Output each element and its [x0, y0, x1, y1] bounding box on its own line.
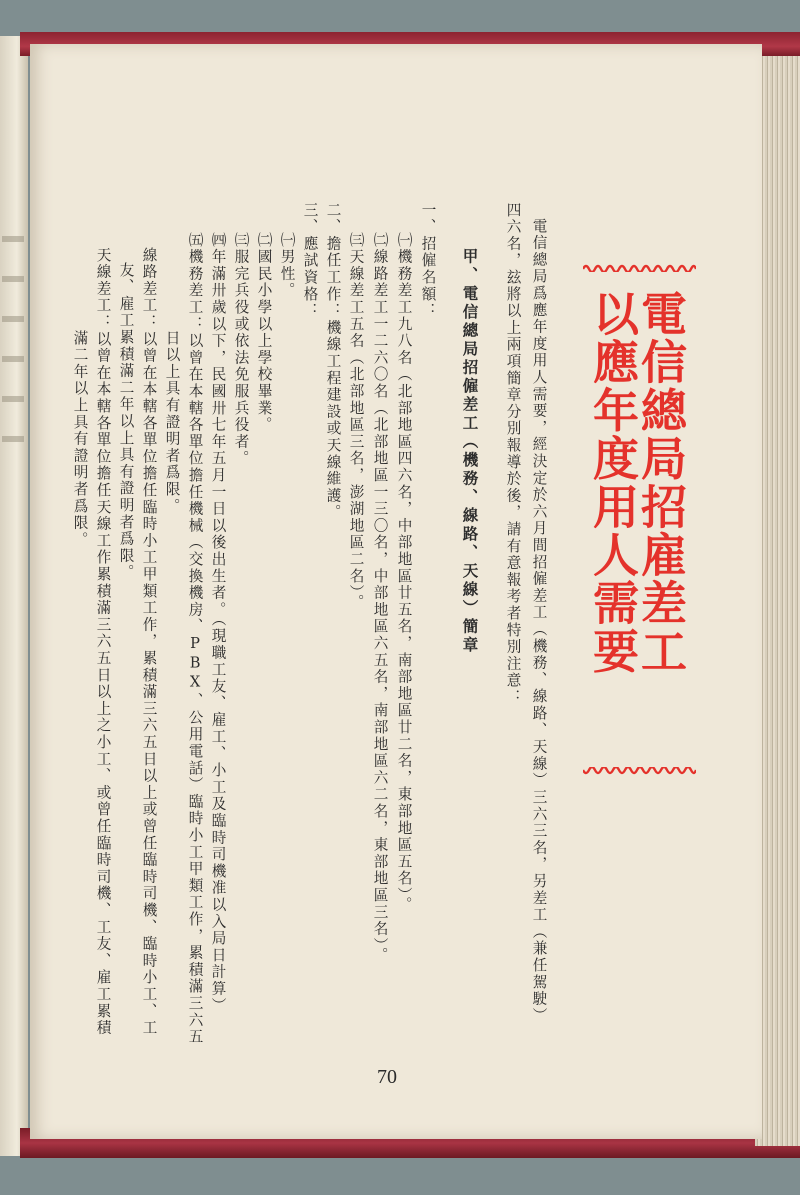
body-line-8: ㈡國民小學以上學校畢業。 — [255, 232, 273, 434]
body-line-10: ㈣年滿卅歲以下，民國卅七年五月一日以後出生者。（現職工友、雇工、小工及臨時司機准以入局日計算） — [209, 232, 227, 1015]
body-line-2: ㈠機務差工九八名（北部地區四六名，中部地區廿五名，南部地區廿二名，東部地區五名）。 — [395, 232, 413, 914]
body-line-13: 線路差工：以曾在本轄各單位擔任臨時小工甲類工作，累積滿三六五日以上或曾任臨時司機、臨時小工、工 — [140, 247, 158, 1037]
wave-border-bottom — [583, 767, 696, 777]
body-line-15: 天線差工：以曾在本轄各單位擔任天線工作累積滿三六五日以上之小工、或曾任臨時司機、工友、雇工累積 — [94, 247, 112, 1037]
body-line-1: 一、招僱名額： — [419, 202, 437, 320]
body-line-14: 友、雇工累積滿二年以上具有證明者爲限。 — [117, 262, 135, 582]
section-heading: 甲、電信總局招僱差工（機務、線路、天線）簡章 — [460, 248, 480, 655]
body-line-6: 三、應試資格： — [301, 202, 319, 320]
title-banner — [583, 262, 696, 782]
body-line-12: 日以上具有證明者爲限。 — [163, 330, 181, 515]
body-line-11: ㈤機務差工：以曾在本轄各單位擔任機械（交換機房、PBX、公用電話）臨時小工甲類工作，累積滿三六五 — [186, 232, 204, 1046]
body-line-16: 滿二年以上具有證明者爲限。 — [71, 330, 89, 549]
title-line-2: 以應年度用人需要 — [586, 290, 640, 676]
body-line-7: ㈠男性。 — [278, 232, 296, 300]
body-line-5: 二、擔任工作：機線工程建設或天線維護。 — [324, 202, 342, 522]
body-line-4: ㈢天線差工五名（北部地區三名，澎湖地區二名）。 — [347, 232, 365, 612]
intro-line-2: 四六名，玆將以上兩項簡章分別報導於後，請有意報考者特別注意： — [504, 202, 522, 706]
wave-border-top — [583, 262, 696, 272]
page-number: 70 — [377, 1066, 397, 1088]
body-line-3: ㈡線路差工一二六〇名（北部地區一三〇名，中部地區六五名，南部地區六二名，東部地區三名）。 — [371, 232, 389, 964]
body-line-9: ㈢服完兵役或依法免服兵役者。 — [232, 232, 250, 468]
left-page-edge — [0, 36, 28, 1156]
title-line-1: 電信總局招雇差工 — [634, 290, 688, 676]
intro-line-1: 電信總局爲應年度用人需要，經決定於六月間招僱差工（機務、線路、天線）三六三名，另差工（兼任駕駛） — [530, 218, 548, 1025]
